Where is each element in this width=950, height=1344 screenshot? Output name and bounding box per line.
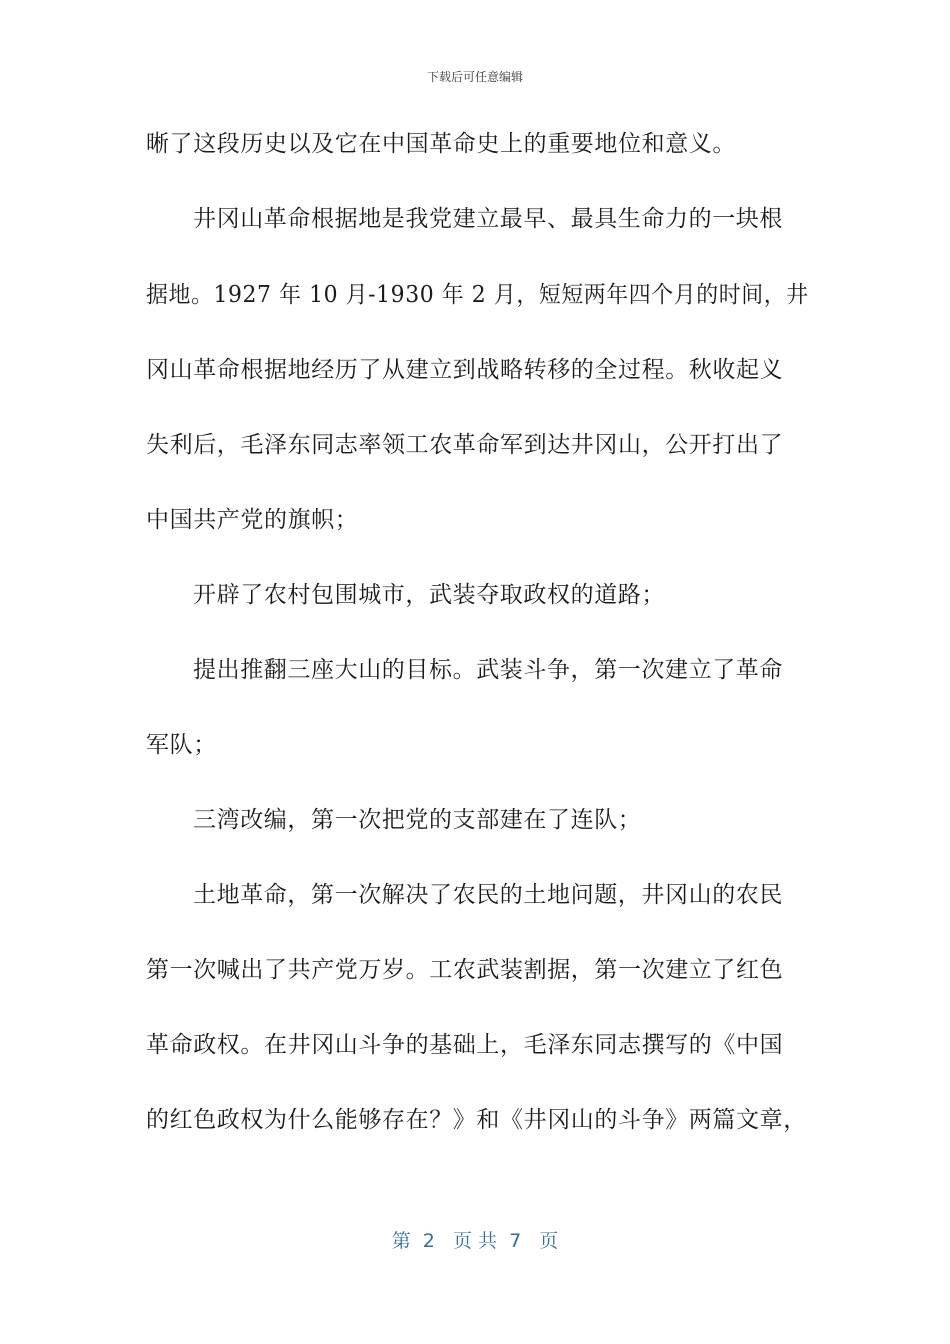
text-line: 军队；: [146, 732, 217, 758]
text-line: 的红色政权为什么能够存在？》和《井冈山的斗争》两篇文章，: [146, 1107, 807, 1133]
text-line: 失利后，毛泽东同志率领工农革命军到达井冈山，公开打出了: [146, 432, 784, 458]
text-line: 革命政权。在井冈山斗争的基础上，毛泽东同志撰写的《中国: [146, 1032, 784, 1058]
text-line: 井冈山革命根据地是我党建立最早、最具生命力的一块根: [193, 206, 783, 232]
text-line: 第一次喊出了共产党万岁。工农武装割据，第一次建立了红色: [146, 957, 784, 983]
text-line: 冈山革命根据地经历了从建立到战略转移的全过程。秋收起义: [146, 357, 784, 383]
text-line: 据地。1927 年 10 月-1930 年 2 月，短短两年四个月的时间，井: [146, 282, 809, 308]
page-header: 下载后可任意编辑: [426, 70, 523, 84]
text-line: 提出推翻三座大山的目标。武装斗争，第一次建立了革命: [193, 657, 783, 683]
text-line: 中国共产党的旗帜；: [146, 507, 359, 533]
page-number-footer: 第 2 页 共 7 页: [391, 1230, 559, 1252]
text-line: 土地革命，第一次解决了农民的土地问题，井冈山的农民: [193, 882, 783, 908]
text-line: 晰了这段历史以及它在中国革命史上的重要地位和意义。: [146, 131, 736, 157]
text-line: 三湾改编，第一次把党的支部建在了连队；: [193, 807, 642, 833]
text-line: 开辟了农村包围城市，武装夺取政权的道路；: [193, 582, 665, 608]
